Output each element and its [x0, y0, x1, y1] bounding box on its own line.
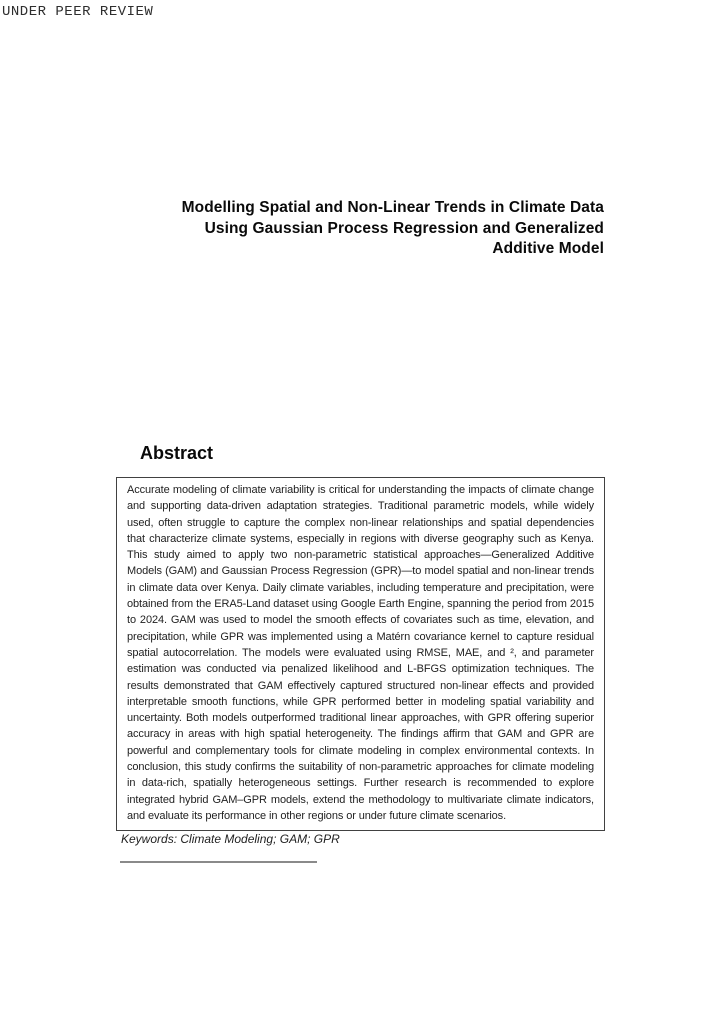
keywords-line: Keywords: Climate Modeling; GAM; GPR	[121, 832, 340, 846]
page-title-line-3: Additive Model	[492, 240, 604, 257]
abstract-body-text: Accurate modeling of climate variability is critical for understanding the impacts of climate change and supporting data-driven adaptation strategies. Traditional parametric models, while widely used, often struggle to capture the complex non-linear relationships and spatial dependencies that characterize climate systems, especially in regions with diverse geography such as Kenya. This study aimed to apply two non-parametric statistical approaches—Generalized Additive Models (GAM) and Gaussian Process Regression (GPR)—to model spatial and non-linear trends in climate data over Kenya. Daily climate variables, including temperature and precipitation, were obtained from the ERA5-Land dataset using Google Earth Engine, spanning the period from 2015 to 2024. GAM was used to model the smooth effects of covariates such as time, elevation, and precipitation, while GPR was implemented using a Matérn covariance kernel to capture residual spatial autocorrelation. The models were evaluated using RMSE, MAE, and ², and parameter estimation was conducted via penalized likelihood and L-BFGS optimization techniques. The results demonstrated that GAM effectively captured structured non-linear effects and provided interpretable smooth functions, while GPR performed better in modeling spatial variability and uncertainty. Both models outperformed traditional linear approaches, with GPR offering superior accuracy in areas with high spatial heterogeneity. The findings affirm that GAM and GPR are powerful and complementary tools for climate modeling in complex environmental contexts. In conclusion, this study confirms the suitability of non-parametric approaches for climate modeling in data-rich, spatially heterogeneous settings. Further research is recommended to explore integrated hybrid GAM–GPR models, extend the methodology to multivariate climate indicators, and evaluate its performance in other regions or under future climate scenarios.	[127, 484, 594, 822]
abstract-heading: Abstract	[140, 443, 214, 463]
footnote-rule	[120, 861, 317, 863]
page-title-line-2: Using Gaussian Process Regression and Generalized	[204, 219, 604, 237]
page-title-line-1: Modelling Spatial and Non-Linear Trends in Climate Data	[181, 199, 604, 216]
page-title	[124, 198, 604, 260]
abstract-box	[116, 477, 605, 831]
peer-review-watermark: UNDER PEER REVIEW	[2, 4, 154, 20]
